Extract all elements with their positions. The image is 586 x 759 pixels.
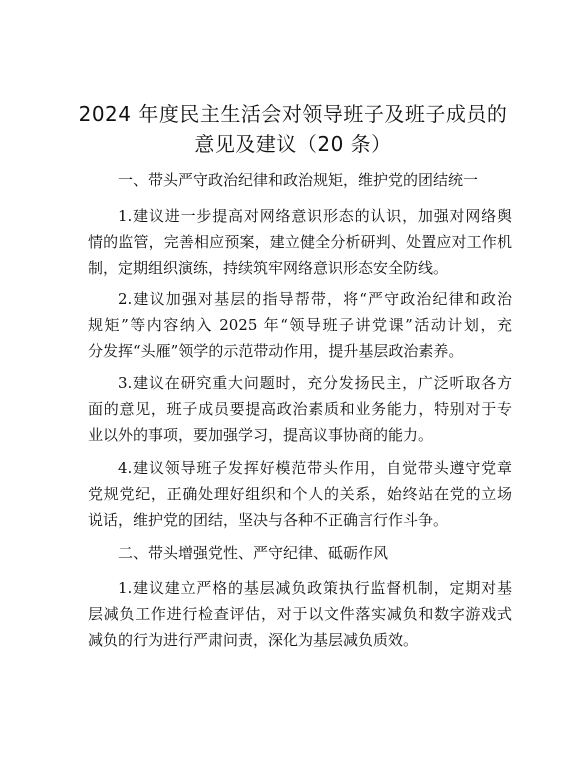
paragraph-line: 3.建议在研究重大问题时，充分发扬民主，广泛听取各方: [118, 374, 512, 392]
section-heading: 二、带头增强党性、严守纪律、砥砺作风: [118, 544, 389, 562]
paragraph-line: 2.建议加强对基层的指导帮带，将“严守政治纪律和政治: [118, 290, 512, 308]
paragraph-line: 4.建议领导班子发挥好模范带头作用，自觉带头遵守党章: [118, 459, 512, 477]
document-title-line-1: 2024 年度民主生活会对领导班子及班子成员的: [78, 102, 508, 126]
paragraph-line: 说话，维护党的团结，坚决与各种不正确言行作斗争。: [88, 511, 449, 529]
paragraph-line: 业以外的事项，要加强学习，提高议事协商的能力。: [88, 426, 434, 444]
paragraph-line: 层减负工作进行检查评估，对于以文件落实减负和数字游戏式: [88, 605, 512, 623]
paragraph-line: 分发挥“头雁”领学的示范带动作用，提升基层政治素养。: [88, 342, 464, 360]
paragraph-line: 规矩”等内容纳入 2025 年“领导班子讲党课”活动计划，充: [88, 316, 512, 334]
paragraph-line: 减负的行为进行严肃问责，深化为基层减负质效。: [88, 631, 419, 649]
paragraph-line: 情的监管，完善相应预案，建立健全分析研判、处置应对工作机: [88, 233, 512, 251]
paragraph-line: 1.建议建立严格的基层减负政策执行监督机制，定期对基: [118, 579, 512, 597]
paragraph-line: 党规党纪，正确处理好组织和个人的关系，始终站在党的立场: [88, 485, 512, 503]
paragraph-line: 制，定期组织演练，持续筑牢网络意识形态安全防线。: [88, 259, 449, 277]
paragraph-line: 1.建议进一步提高对网络意识形态的认识，加强对网络舆: [118, 207, 512, 225]
document-title-line-2: 意见及建议（20 条）: [194, 132, 392, 156]
paragraph-line: 面的意见，班子成员要提高政治素质和业务能力，特别对于专: [88, 400, 512, 418]
section-heading: 一、带头严守政治纪律和政治规矩，维护党的团结统一: [118, 171, 479, 189]
